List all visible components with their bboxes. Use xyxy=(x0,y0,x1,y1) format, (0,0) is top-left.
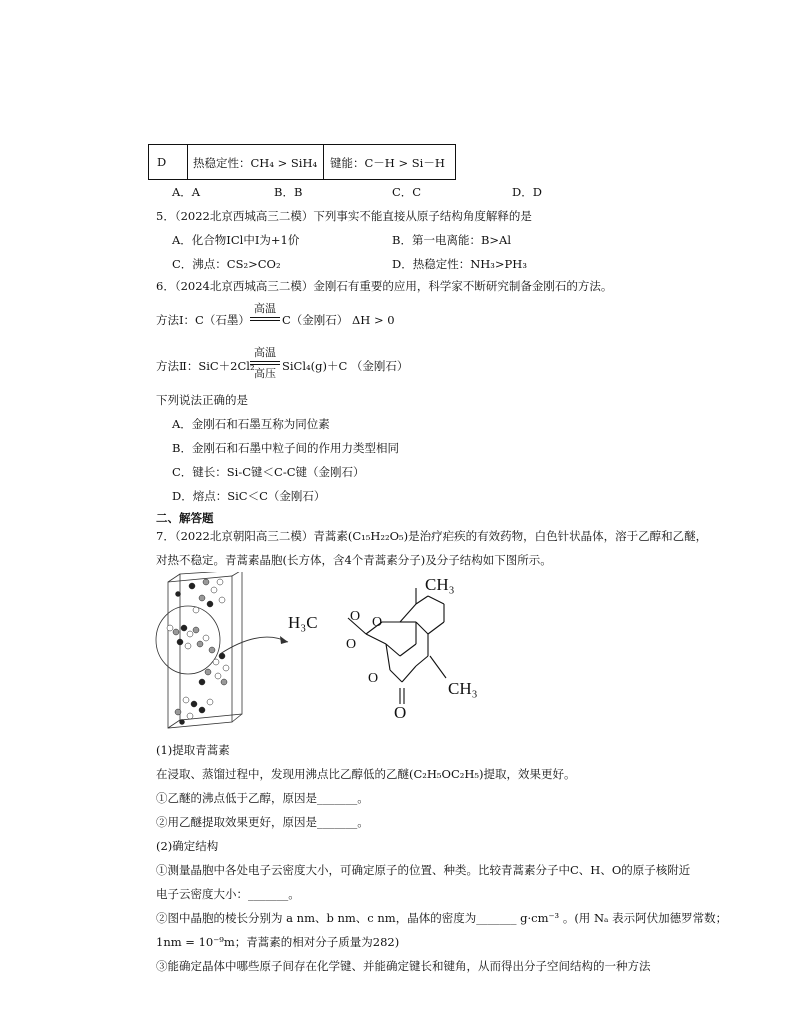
arrow-bar xyxy=(250,320,280,321)
q6-stem: 6．（2024北京西城高三二模）金刚石有重要的应用，科学家不断研究制备金刚石的方法。 xyxy=(156,279,613,293)
q6-method2-label: 方法Ⅱ：SiC＋2Cl₂ xyxy=(156,359,255,373)
figure-svg xyxy=(150,572,480,732)
q7-part2-heading: (2)确定结构 xyxy=(156,839,219,853)
q7-part1-text: 在浸取、蒸馏过程中，发现用沸点比乙醇低的乙醚(C₂H₅OC₂H₅)提取，效果更好。 xyxy=(156,767,576,781)
q6-option-c: C．键长：Si-C键＜C-C键（金刚石） xyxy=(172,465,365,479)
q6-option-b: B．金刚石和石墨中粒子间的作用力类型相同 xyxy=(172,441,399,455)
pointer-arrow xyxy=(220,637,288,654)
highlight-ellipse xyxy=(156,606,220,674)
struct-ch3-right: CH₃ xyxy=(448,679,478,698)
option-b: B．B xyxy=(274,185,303,199)
table-cell-stability: 热稳定性：CH₄ > SiH₄ xyxy=(187,145,324,179)
q6-option-d: D．熔点：SiC＜C（金刚石） xyxy=(172,489,326,503)
q7-part1-q1: ①乙醚的沸点低于乙醇，原因是_______。 xyxy=(156,791,369,805)
q7-line2: 对热不稳定。青蒿素晶胞(长方体，含4个青蒿素分子)及分子结构如下图所示。 xyxy=(156,553,552,567)
q7-part2-q3: ③能确定晶体中哪些原子间存在化学键、并能确定键长和键角，从而得出分子空间结构的一种方法 xyxy=(156,959,651,973)
option-d: D．D xyxy=(512,185,542,199)
q6-method1-condition: 高温 xyxy=(250,300,280,321)
q5-option-a: A．化合物ICl中I为+1价 xyxy=(172,233,300,247)
option-c: C．C xyxy=(392,185,422,199)
struct-ch3-top: CH₃ xyxy=(425,575,455,594)
q7-part1-q2: ②用乙醚提取效果更好，原因是_______。 xyxy=(156,815,369,829)
q6-prompt: 下列说法正确的是 xyxy=(156,393,248,407)
molecule-dots xyxy=(167,579,229,725)
q5-option-c: C．沸点：CS₂>CO₂ xyxy=(172,257,281,271)
struct-o4: O xyxy=(368,671,379,686)
q5-option-d: D．热稳定性：NH₃>PH₃ xyxy=(392,257,527,271)
section-heading: 二、解答题 xyxy=(156,511,214,525)
q7-part2-q1b: 电子云密度大小：_______。 xyxy=(156,887,300,901)
struct-o3: O xyxy=(346,637,357,652)
q5-stem: 5．（2022北京西城高三二模）下列事实不能直接从原子结构角度解释的是 xyxy=(156,209,532,223)
q7-part2-q1a: ①测量晶胞中各处电子云密度大小，可确定原子的位置、种类。比较青蒿素分子中C、H、O的原子核附近 xyxy=(156,863,691,877)
q7-part2-q2b: 1nm = 10⁻⁹m；青蒿素的相对分子质量为282) xyxy=(156,935,400,949)
struct-o1: O xyxy=(350,609,361,624)
q6-option-a: A．金刚石和石墨互称为同位素 xyxy=(172,417,330,431)
struct-h3c: H₃C xyxy=(288,613,318,632)
q6-method1-rest: C（金刚石） ΔH > 0 xyxy=(282,313,395,327)
arrow-head xyxy=(280,636,288,644)
struct-o2: O xyxy=(372,615,383,630)
q7-part2-q2a: ②图中晶胞的棱长分别为 a nm、b nm、c nm，晶体的密度为_______ g·cm⁻³ 。(用 Nₐ 表示阿伏加德罗常数； xyxy=(156,911,728,925)
table-cell-bond-energy: 键能：C－H > Si－H xyxy=(330,156,445,170)
crystal-and-structure-figure xyxy=(150,572,480,732)
arrow-bar xyxy=(250,317,280,318)
q5-option-b: B．第一电离能：B>Al xyxy=(392,233,512,247)
q6-method2-rest: SiCl₄(g)＋C （金刚石） xyxy=(282,359,409,373)
answer-table-row xyxy=(148,144,456,180)
arrow-bar xyxy=(250,361,280,362)
q7-line1: 7．（2022北京朝阳高三二模）青蒿素(C₁₅H₂₂O₅)是治疗疟疾的有效药物，白色针状晶体，溶于乙醇和乙醚， xyxy=(156,529,708,543)
q6-method2-condition: 高温 高压 xyxy=(250,344,280,381)
q7-part1-heading: (1)提取青蒿素 xyxy=(156,743,230,757)
option-a: A．A xyxy=(172,185,201,199)
struct-carbonyl-o: O xyxy=(394,703,407,722)
table-cell-letter: D xyxy=(149,145,188,179)
q6-method1-label: 方法Ⅰ：C（石墨） xyxy=(156,313,250,327)
artemisinin-structure xyxy=(348,588,446,704)
